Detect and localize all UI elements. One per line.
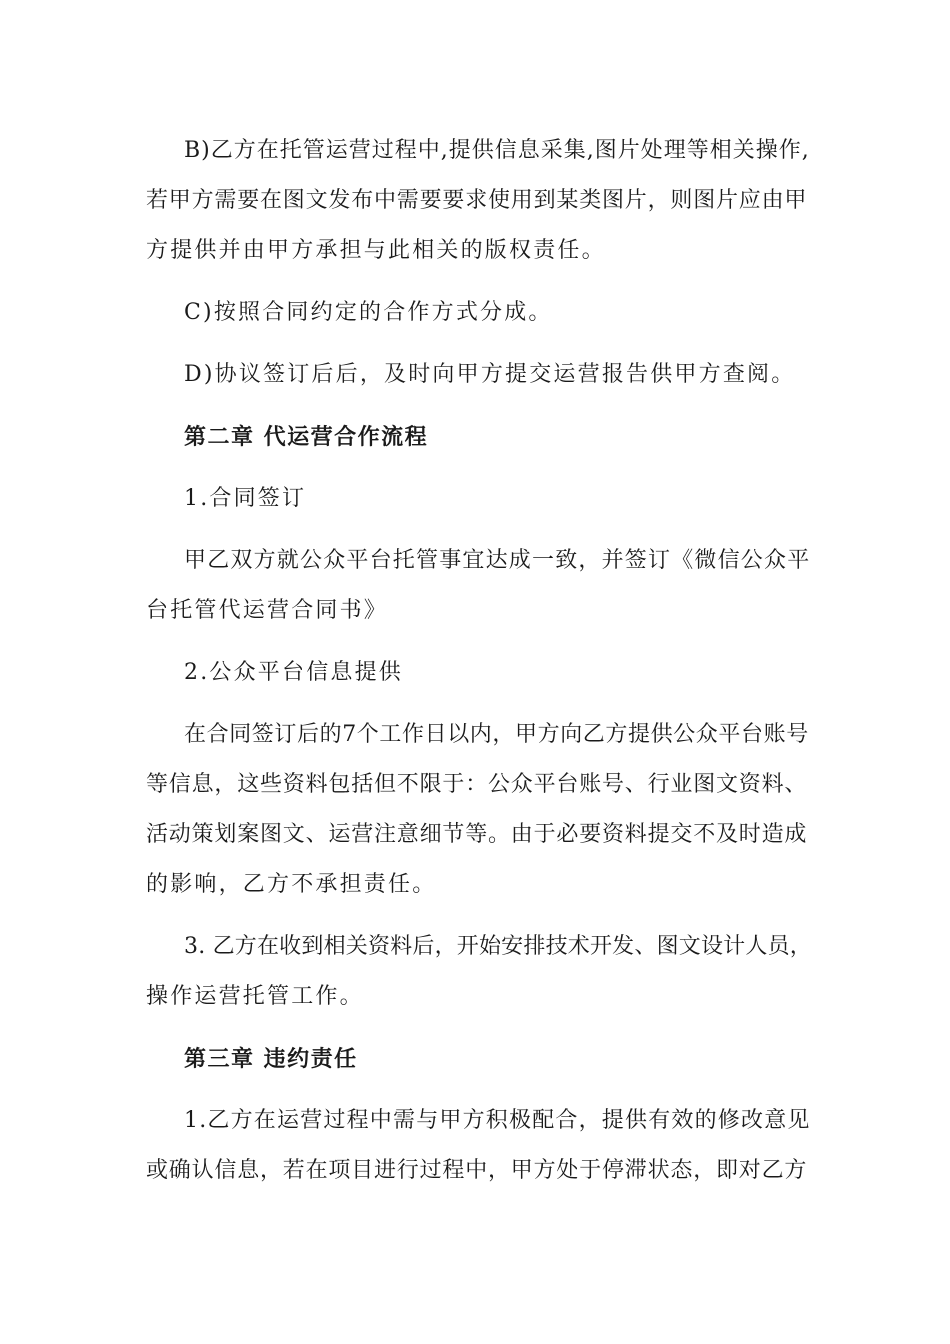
paragraph-b-line-1: B)乙方在托管运营过程中,提供信息采集,图片处理等相关操作, — [184, 138, 810, 163]
section-2-body-line-1: 在合同签订后的7个工作日以内，甲方向乙方提供公众平台账号 — [184, 722, 809, 747]
liability-1-line-1: 1.乙方在运营过程中需与甲方积极配合，提供有效的修改意见 — [184, 1108, 811, 1133]
section-1-body-line-2: 台托管代运营合同书》 — [146, 598, 389, 623]
section-2-body-line-4: 的影响，乙方不承担责任。 — [146, 872, 437, 897]
paragraph-d: D)协议签订后后，及时向甲方提交运营报告供甲方查阅。 — [184, 362, 796, 387]
section-2-body-line-3: 活动策划案图文、运营注意细节等。由于必要资料提交不及时造成 — [146, 822, 808, 847]
section-1-body-line-1: 甲乙双方就公众平台托管事宜达成一致，并签订《微信公众平 — [184, 548, 811, 573]
section-1-title: 1.合同签订 — [184, 486, 307, 511]
paragraph-b-line-2: 若甲方需要在图文发布中需要要求使用到某类图片，则图片应由甲 — [146, 188, 808, 213]
paragraph-c: C)按照合同约定的合作方式分成。 — [184, 300, 553, 325]
section-3-line-2: 操作运营托管工作。 — [146, 984, 364, 1009]
liability-1-line-2: 或确认信息，若在项目进行过程中，甲方处于停滞状态，即对乙方 — [146, 1158, 808, 1183]
section-3-line-1: 3. 乙方在收到相关资料后，开始安排技术开发、图文设计人员， — [184, 934, 812, 959]
chapter-3-heading: 第三章 违约责任 — [184, 1046, 358, 1072]
section-2-body-line-2: 等信息，这些资料包括但不限于：公众平台账号、行业图文资料、 — [146, 772, 808, 797]
chapter-2-heading: 第二章 代运营合作流程 — [184, 424, 429, 450]
paragraph-b-line-3: 方提供并由甲方承担与此相关的版权责任。 — [146, 238, 606, 263]
section-2-title: 2.公众平台信息提供 — [184, 660, 403, 685]
